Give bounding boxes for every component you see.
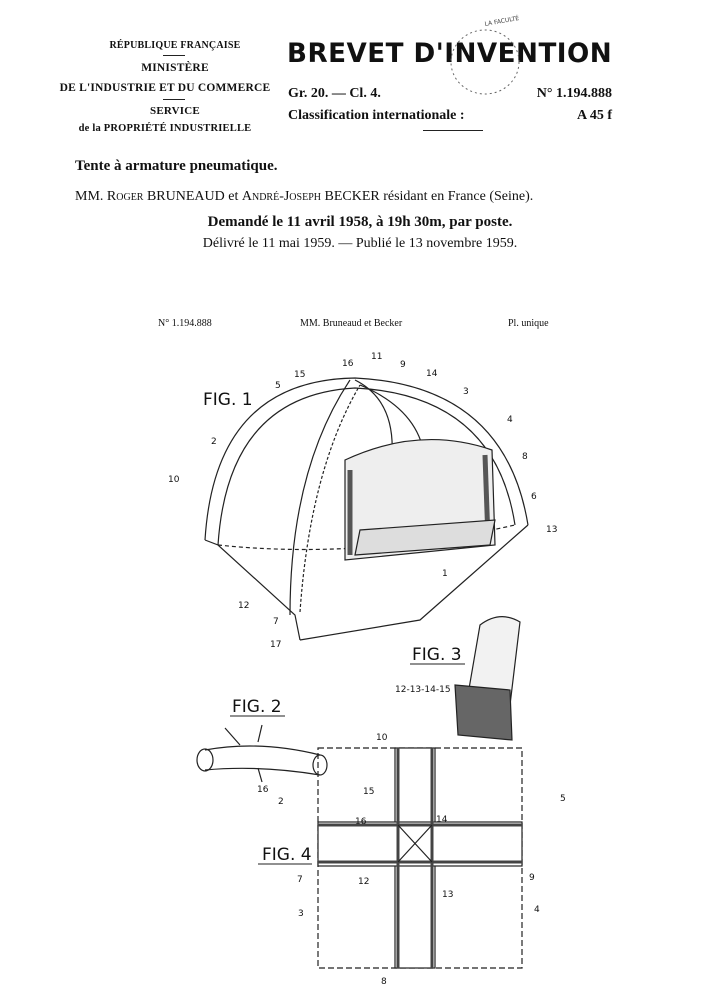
label: 9 bbox=[529, 873, 535, 883]
fig4-title: FIG. 4 bbox=[262, 845, 312, 865]
patent-number: N° 1.194.888 bbox=[536, 86, 612, 101]
fig4-drawing bbox=[318, 748, 522, 968]
label: 8 bbox=[381, 977, 387, 987]
fig1-title: FIG. 1 bbox=[203, 390, 253, 410]
label: 13 bbox=[442, 890, 454, 900]
label: 4 bbox=[507, 415, 513, 425]
country-label: RÉPUBLIQUE FRANÇAISE bbox=[109, 40, 241, 51]
fig2-title: FIG. 2 bbox=[232, 697, 282, 717]
intl-class-label: Classification internationale : bbox=[288, 108, 465, 123]
ministry-line2: DE L'INDUSTRIE ET DU COMMERCE bbox=[59, 82, 271, 94]
label: 3 bbox=[463, 387, 469, 397]
fig3-caption: 12-13-14-15 bbox=[395, 685, 451, 695]
label: 5 bbox=[560, 794, 566, 804]
fig3-title: FIG. 3 bbox=[412, 645, 462, 665]
service-line1: SERVICE bbox=[150, 105, 200, 117]
issue-publication-dates: Délivré le 11 mai 1959. — Publié le 13 novembre 1959. bbox=[202, 236, 518, 251]
label: 9 bbox=[400, 360, 406, 370]
sheet-applicants: MM. Bruneaud et Becker bbox=[300, 318, 403, 329]
label: 4 bbox=[534, 905, 540, 915]
label: 2 bbox=[211, 437, 217, 447]
label: 11 bbox=[371, 352, 383, 362]
inventor1-last: BRUNEAUD bbox=[146, 189, 225, 204]
inventor2-first: André-Joseph bbox=[241, 189, 321, 204]
label: 8 bbox=[522, 452, 528, 462]
sheet-plate: Pl. unique bbox=[508, 318, 549, 329]
document-type-title: BREVET D'INVENTION bbox=[287, 38, 613, 69]
label: 5 bbox=[275, 381, 281, 391]
label: 7 bbox=[297, 875, 303, 885]
label: 15 bbox=[294, 370, 306, 380]
label: 14 bbox=[436, 815, 448, 825]
label: 7 bbox=[273, 617, 279, 627]
label: 2 bbox=[278, 797, 284, 807]
label: 17 bbox=[270, 640, 282, 650]
label: 3 bbox=[298, 909, 304, 919]
label: 12 bbox=[238, 601, 250, 611]
sheet-number: N° 1.194.888 bbox=[158, 318, 212, 329]
patent-title: Tente à armature pneumatique. bbox=[75, 158, 278, 174]
label: 12 bbox=[358, 877, 370, 887]
filing-date: Demandé le 11 avril 1958, à 19h 30m, par poste. bbox=[207, 214, 513, 230]
intl-class-value: A 45 f bbox=[577, 108, 612, 123]
conj: et bbox=[228, 189, 239, 204]
label: 16 bbox=[257, 785, 269, 795]
stamp-text: LA FACULTÉ bbox=[484, 15, 520, 28]
group-class: Gr. 20. — Cl. 4. bbox=[288, 86, 381, 101]
label: 14 bbox=[426, 369, 438, 379]
inventor2-last: BECKER bbox=[324, 189, 380, 204]
residence: résidant en France (Seine). bbox=[383, 189, 534, 204]
label: 13 bbox=[546, 525, 558, 535]
label: 10 bbox=[376, 733, 388, 743]
fig2-drawing bbox=[197, 725, 327, 782]
label: 6 bbox=[531, 492, 537, 502]
ministry-line1: MINISTÈRE bbox=[141, 62, 209, 74]
label: 16 bbox=[342, 359, 354, 369]
prefix: MM. bbox=[75, 189, 104, 204]
inventor1-first: Roger bbox=[106, 189, 144, 204]
label: 15 bbox=[363, 787, 375, 797]
service-line2: de la PROPRIÉTÉ INDUSTRIELLE bbox=[78, 123, 252, 134]
label: 1 bbox=[442, 569, 448, 579]
label: 10 bbox=[168, 475, 180, 485]
label: 16 bbox=[355, 817, 367, 827]
fig3-drawing bbox=[455, 617, 520, 740]
fig1-drawing bbox=[205, 378, 528, 640]
